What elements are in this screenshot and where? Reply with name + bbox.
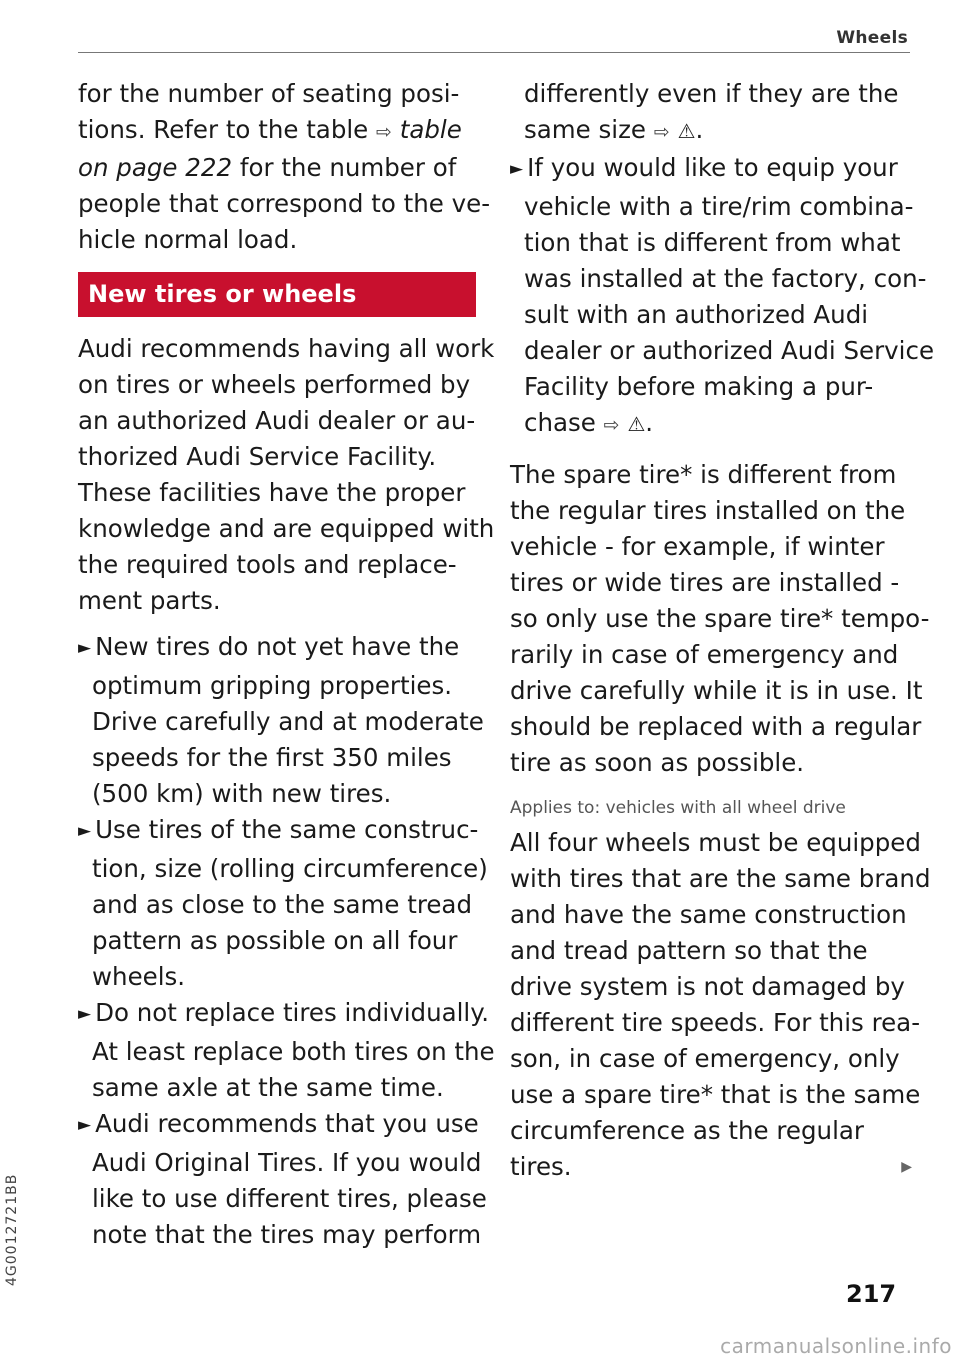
page-number: 217 xyxy=(846,1280,897,1308)
text-line: Audi recommends having all work xyxy=(78,334,495,363)
text-line: pattern as possible on all four xyxy=(92,926,458,955)
text-line xyxy=(510,150,920,189)
text-line: same axle at the same time. xyxy=(92,1073,444,1102)
text-line: use a spare tire* that is the same xyxy=(510,1080,921,1109)
text-segment: tions. Refer to the table xyxy=(78,115,377,144)
text-line: with tires that are the same brand xyxy=(510,864,931,893)
text-line: tire as soon as possible. xyxy=(510,748,805,777)
text-line xyxy=(510,1149,920,1185)
spare-tire-paragraph xyxy=(510,457,930,781)
text-line: rarily in case of emergency and xyxy=(510,640,899,669)
text-line: differently even if they are the xyxy=(524,79,899,108)
text-line: and as close to the same tread xyxy=(92,890,473,919)
text-line: These facilities have the proper xyxy=(78,478,466,507)
text-line: same size ⇨ ⚠. xyxy=(524,115,704,144)
section-heading: New tires or wheels xyxy=(78,272,476,317)
text-segment: same size xyxy=(524,115,654,144)
text-line: Facility before making a pur- xyxy=(524,372,874,401)
text-line: chase ⇨ ⚠. xyxy=(524,408,654,437)
continue-arrow-icon: ▶ xyxy=(901,1159,912,1175)
applies-to-note: Applies to: vehicles with all wheel drive xyxy=(510,798,846,818)
text-line: speeds for the first 350 miles xyxy=(92,743,452,772)
text-segment: for the number of xyxy=(239,153,457,182)
cross-reference-link[interactable]: on page 222 xyxy=(78,153,233,182)
text-line: drive carefully while it is in use. It xyxy=(510,676,923,705)
text-line xyxy=(78,150,480,186)
text-line: different tire speeds. For this rea- xyxy=(510,1008,921,1037)
text-line: like to use different tires, please xyxy=(92,1184,487,1213)
bullet-icon: ► xyxy=(510,159,524,179)
text-line: At least replace both tires on the xyxy=(92,1037,495,1066)
warning-icon[interactable]: ⚠ xyxy=(677,119,696,143)
text-line xyxy=(78,812,480,851)
text-segment: New tires do not yet have the xyxy=(95,632,460,661)
intro-paragraph xyxy=(78,76,491,258)
text-line: hicle normal load. xyxy=(78,225,298,254)
text-line: and have the same construction xyxy=(510,900,907,929)
text-line: so only use the spare tire* tempo- xyxy=(510,604,930,633)
text-line: wheels. xyxy=(92,962,186,991)
text-line: knowledge and are equipped with xyxy=(78,514,495,543)
warning-icon[interactable]: ⚠ xyxy=(627,412,646,436)
bullet-item xyxy=(78,995,495,1106)
cross-reference-link[interactable]: table xyxy=(399,115,462,144)
text-line: optimum gripping properties. xyxy=(92,671,453,700)
text-line: was installed at the factory, con- xyxy=(524,264,927,293)
text-line: for the number of seating posi- xyxy=(78,79,460,108)
arrow-ref-icon: ⇨ xyxy=(653,121,670,143)
text-line xyxy=(78,629,480,668)
text-line: the regular tires installed on the xyxy=(510,496,906,525)
text-line: people that correspond to the ve- xyxy=(78,189,491,218)
text-line: All four wheels must be equipped xyxy=(510,828,921,857)
bullet-item xyxy=(78,1106,487,1253)
body-paragraph xyxy=(78,331,495,619)
text-line: Audi Original Tires. If you would xyxy=(92,1148,482,1177)
text-segment: tires. xyxy=(510,1152,572,1181)
text-line: an authorized Audi dealer or au- xyxy=(78,406,476,435)
text-line: should be replaced with a regular xyxy=(510,712,922,741)
text-line xyxy=(78,995,490,1034)
header-rule xyxy=(78,52,910,53)
text-line: son, in case of emergency, only xyxy=(510,1044,900,1073)
header-title: Wheels xyxy=(836,28,908,48)
text-line: tion that is different from what xyxy=(524,228,901,257)
text-line: thorized Audi Service Facility. xyxy=(78,442,437,471)
text-line: The spare tire* is different from xyxy=(510,460,897,489)
text-segment: Do not replace tires individually. xyxy=(95,998,490,1027)
text-line: tires or wide tires are installed - xyxy=(510,568,900,597)
text-line: on tires or wheels performed by xyxy=(78,370,471,399)
text-segment: Use tires of the same construc- xyxy=(95,815,479,844)
text-line: drive system is not damaged by xyxy=(510,972,905,1001)
right-column xyxy=(510,76,935,1185)
arrow-ref-icon: ⇨ xyxy=(376,121,392,143)
arrow-ref-icon: ⇨ xyxy=(603,414,620,436)
text-line: dealer or authorized Audi Service xyxy=(524,336,935,365)
text-line: vehicle - for example, if winter xyxy=(510,532,885,561)
watermark: carmanualsonline.info xyxy=(720,1334,952,1358)
text-line: note that the tires may perform xyxy=(92,1220,482,1249)
text-line: and tread pattern so that the xyxy=(510,936,868,965)
text-line xyxy=(78,1106,480,1145)
bullet-item xyxy=(510,150,935,443)
spacer xyxy=(510,781,920,791)
text-line: circumference as the regular xyxy=(510,1116,864,1145)
document-code: 4G0012721BB xyxy=(4,1173,20,1286)
text-line: ment parts. xyxy=(78,586,221,615)
bullet-item xyxy=(78,629,484,812)
bullet-icon: ► xyxy=(78,1115,92,1135)
text-line: Drive carefully and at moderate xyxy=(92,707,484,736)
left-column xyxy=(78,76,495,1253)
bullet-item xyxy=(78,812,488,995)
spacer xyxy=(510,443,920,457)
text-line: the required tools and replace- xyxy=(78,550,457,579)
text-segment: Audi recommends that you use xyxy=(95,1109,479,1138)
text-line: tion, size (rolling circumference) xyxy=(92,854,488,883)
text-segment: chase xyxy=(524,408,604,437)
bullet-icon: ► xyxy=(78,638,92,658)
bullet-icon: ► xyxy=(78,1004,92,1024)
text-line: vehicle with a tire/rim combina- xyxy=(524,192,914,221)
text-line: sult with an authorized Audi xyxy=(524,300,869,329)
bullet-icon: ► xyxy=(78,821,92,841)
text-segment: If you would like to equip your xyxy=(527,153,898,182)
awd-paragraph xyxy=(510,825,931,1185)
spacer xyxy=(78,619,480,629)
text-line xyxy=(78,112,480,150)
text-line: (500 km) with new tires. xyxy=(92,779,392,808)
bullet-continuation xyxy=(510,76,920,150)
